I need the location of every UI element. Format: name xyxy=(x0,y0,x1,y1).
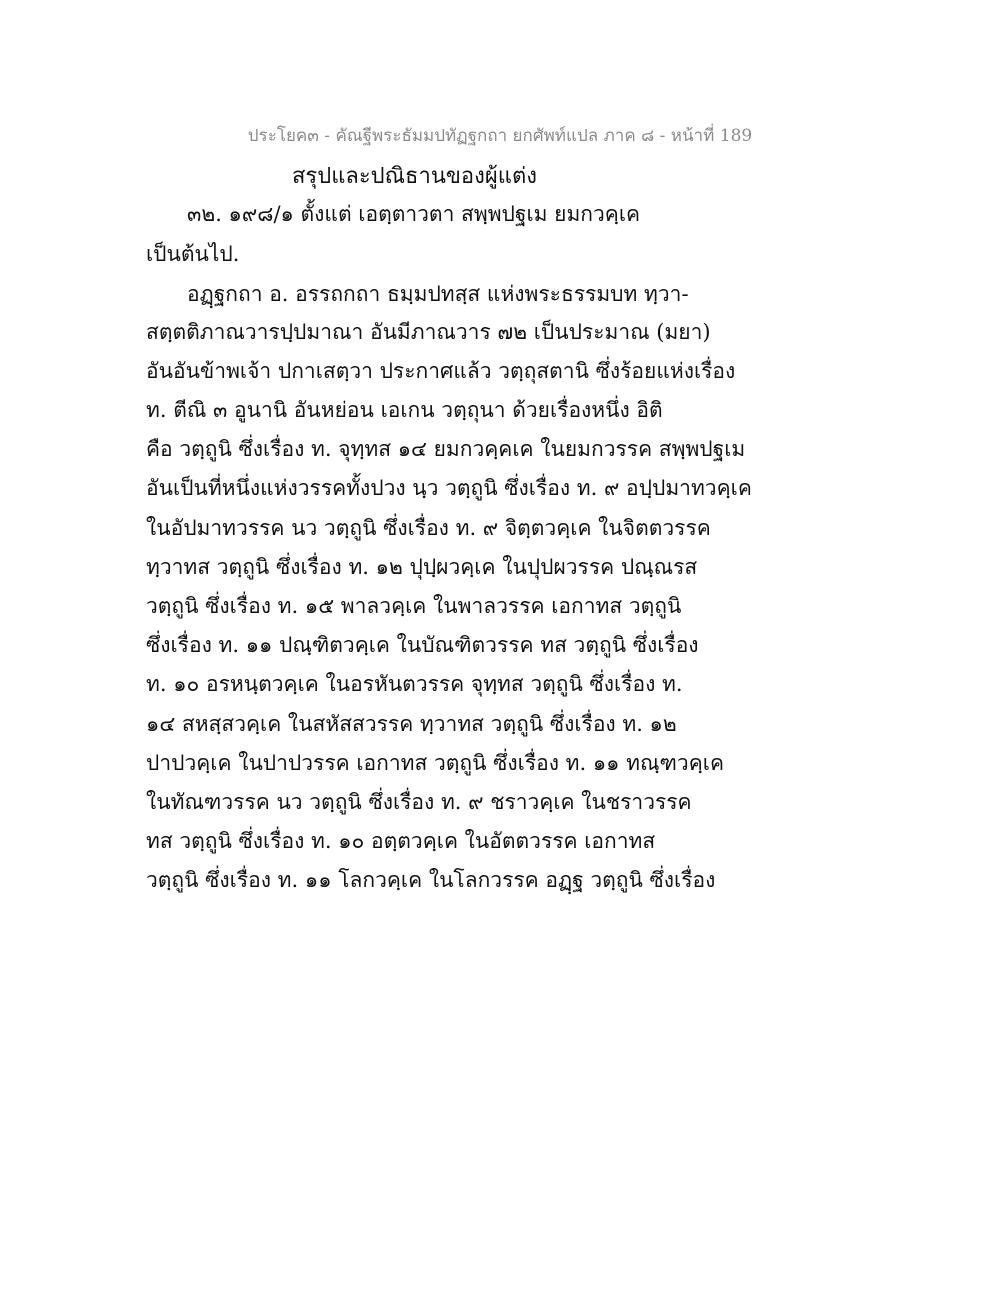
body-line: ปาปวคฺเค ในปาปวรรค เอกาทส วตฺถูนิ ซึ่งเรื่อง ท. ๑๑ ทณฺฑวคฺเค xyxy=(146,751,724,775)
body-line: ๓๒. ๑๙๘/๑ ตั้งแต่ เอตฺตาวตา สพฺพปฐเม ยมกวคฺเค xyxy=(187,202,641,226)
body-line: ๑๔ สหสฺสวคฺเค ในสหัสสวรรค ทฺวาทส วตฺถูนิ ซึ่งเรื่อง ท. ๑๒ xyxy=(146,712,677,736)
body-line: อฏฺฐกถา อ. อรรถกถา ธมฺมปทสฺส แห่งพระธรรมบท ทฺวา- xyxy=(187,282,689,306)
running-header: ประโยค๓ - คัณฐีพระธัมมปทัฏฐกถา ยกศัพท์แปล ภาค ๘ - หน้าที่ 189 xyxy=(247,126,753,146)
body-line: คือ วตฺถูนิ ซึ่งเรื่อง ท. จุทฺทส ๑๔ ยมกวคฺคเค ในยมกวรรค สพฺพปฐเม xyxy=(146,437,746,461)
body-line: ในอัปมาทวรรค นว วตฺถูนิ ซึ่งเรื่อง ท. ๙ จิตฺตวคฺเค ในจิตตวรรค xyxy=(146,516,711,540)
body-line: เป็นต้นไป. xyxy=(146,242,240,266)
body-line: อันเป็นที่หนึ่งแห่งวรรคทั้งปวง นฺว วตฺถูนิ ซึ่งเรื่อง ท. ๙ อปฺปมาทวคฺเค xyxy=(146,476,752,500)
body-line: ท. ๑๐ อรหนฺตวคฺเค ในอรหันตวรรค จุทฺทส วตฺถูนิ ซึ่งเรื่อง ท. xyxy=(146,672,683,696)
body-line: สตฺตติภาณวารปฺปมาณา อันมีภาณวาร ๗๒ เป็นประมาณ (มยา) xyxy=(146,320,711,344)
body-line: ทฺวาทส วตฺถูนิ ซึ่งเรื่อง ท. ๑๒ ปุปฺผวคฺเค ในปุปผวรรค ปณฺณรส xyxy=(146,555,698,579)
body-line: ท. ตีณิ ๓ อูนานิ อันหย่อน เอเกน วตฺถุนา ด้วยเรื่องหนึ่ง อิติ xyxy=(146,398,663,422)
section-title: สรุปและปณิธานของผู้แต่ง xyxy=(292,164,537,189)
body-line: วตฺถูนิ ซึ่งเรื่อง ท. ๑๕ พาลวคฺเค ในพาลวรรค เอกาทส วตฺถูนิ xyxy=(146,594,682,618)
body-line: อันอันข้าพเจ้า ปกาเสตฺวา ประกาศแล้ว วตฺถุสตานิ ซึ่งร้อยแห่งเรื่อง xyxy=(146,359,736,383)
body-line: ซึ่งเรื่อง ท. ๑๑ ปณฺฑิตวคฺเค ในบัณฑิตวรรค ทส วตฺถูนิ ซึ่งเรื่อง xyxy=(146,633,699,657)
body-line: ในทัณฑวรรค นว วตฺถูนิ ซึ่งเรื่อง ท. ๙ ชราวคฺเค ในชราวรรค xyxy=(146,790,692,814)
body-line: ทส วตฺถูนิ ซึ่งเรื่อง ท. ๑๐ อตฺตวคฺเค ในอัตตวรรค เอกาทส xyxy=(146,829,656,853)
body-line: วตฺถูนิ ซึ่งเรื่อง ท. ๑๑ โลกวคฺเค ในโลกวรรค อฏฺฐ วตฺถูนิ ซึ่งเรื่อง xyxy=(146,868,716,892)
